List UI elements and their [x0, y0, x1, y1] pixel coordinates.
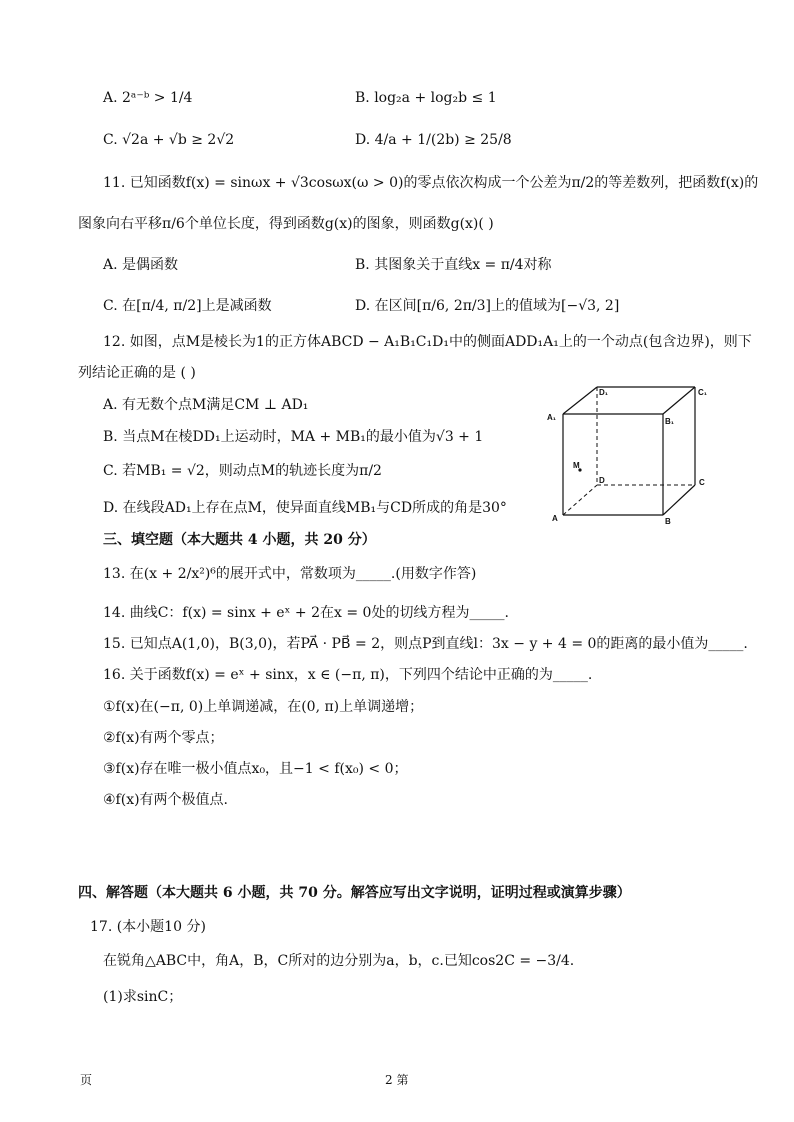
q10-option-d: D. 4/a + 1/(2b) ≥ 25/8: [355, 132, 512, 148]
q15: 15. 已知点A(1,0)，B(3,0)，若PA⃗ · PB⃗ = 2，则点P到直线l：3x − y + 4 = 0的距离的最小值为_____.: [103, 636, 748, 652]
q13: 13. 在(x + 2/x²)⁶的展开式中，常数项为_____.(用数字作答): [103, 566, 477, 582]
q12-option-c: C. 若MB₁ = √2，则动点M的轨迹长度为π/2: [103, 463, 382, 479]
q11-stem-line2: 图象向右平移π/6个单位长度，得到函数g(x)的图象，则函数g(x)( ): [78, 216, 494, 232]
q12-stem-line2: 列结论正确的是 ( ): [78, 365, 196, 381]
label-c1: C₁: [698, 388, 708, 397]
section3-title: 三、填空题（本大题共 4 小题，共 20 分）: [103, 532, 376, 548]
q12-option-b: B. 当点M在棱DD₁上运动时，MA + MB₁的最小值为√3 + 1: [103, 429, 484, 445]
q11-option-a: A. 是偶函数: [103, 257, 179, 273]
q16-statement-1: ①f(x)在(−π, 0)上单调递减，在(0, π)上单调递增；: [103, 699, 424, 715]
label-d1: D₁: [599, 388, 609, 397]
q16: 16. 关于函数f(x) = eˣ + sinx，x ∈ (−π, π)，下列四个结论中正确的为_____.: [103, 667, 593, 683]
q11-option-b: B. 其图象关于直线x = π/4对称: [355, 257, 552, 273]
edge-a1d1: [563, 387, 597, 414]
q10-option-b: B. log₂a + log₂b ≤ 1: [355, 90, 497, 106]
q16-statement-3: ③f(x)存在唯一极小值点x₀，且−1 < f(x₀) < 0；: [103, 761, 408, 777]
label-c: C: [699, 478, 705, 487]
edge-b1c1: [663, 387, 695, 414]
q14: 14. 曲线C：f(x) = sinx + eˣ + 2在x = 0处的切线方程为_____.: [103, 605, 509, 621]
section4-title: 四、解答题（本大题共 6 小题，共 70 分。解答应写出文字说明，证明过程或演算步骤）: [78, 885, 631, 901]
footer-page-number: 2 第: [385, 1073, 409, 1087]
q11-option-d: D. 在区间[π/6, 2π/3]上的值域为[−√3, 2]: [355, 298, 620, 314]
q16-statement-4: ④f(x)有两个极值点.: [103, 792, 229, 808]
q11-stem-line1: 11. 已知函数f(x) = sinωx + √3cosωx(ω > 0)的零点依次构成一个公差为π/2的等差数列，把函数f(x)的: [103, 175, 759, 191]
label-m: M: [573, 461, 580, 470]
q10-option-a: A. 2ᵃ⁻ᵇ > 1/4: [103, 90, 193, 106]
q17-part1: (1)求sinC；: [103, 989, 183, 1005]
label-a: A: [552, 514, 558, 523]
footer-left: 页: [80, 1073, 93, 1087]
edge-bc: [663, 485, 695, 515]
q16-statement-2: ②f(x)有两个零点；: [103, 730, 224, 746]
edge-ad-hidden: [563, 485, 597, 515]
q12-option-a: A. 有无数个点M满足CM ⊥ AD₁: [103, 397, 309, 413]
q17-header: 17. (本小题10 分): [90, 919, 206, 935]
q12-option-d: D. 在线段AD₁上存在点M，使异面直线MB₁与CD所成的角是30°: [103, 500, 507, 516]
label-a1: A₁: [547, 413, 557, 422]
label-d: D: [599, 476, 605, 485]
q10-option-c: C. √2a + √b ≥ 2√2: [103, 132, 235, 148]
q11-option-c: C. 在[π/4, π/2]上是减函数: [103, 298, 272, 314]
label-b: B: [665, 517, 671, 526]
q12-stem-line1: 12. 如图，点M是棱长为1的正方体ABCD − A₁B₁C₁D₁中的侧面ADD₁A₁上的一个动点(包含边界)，则下: [103, 334, 752, 350]
q17-stem: 在锐角△ABC中，角A，B，C所对的边分别为a，b，c.已知cos2C = −3/4.: [103, 953, 575, 969]
label-b1: B₁: [665, 417, 675, 426]
cube-figure: [545, 382, 715, 527]
